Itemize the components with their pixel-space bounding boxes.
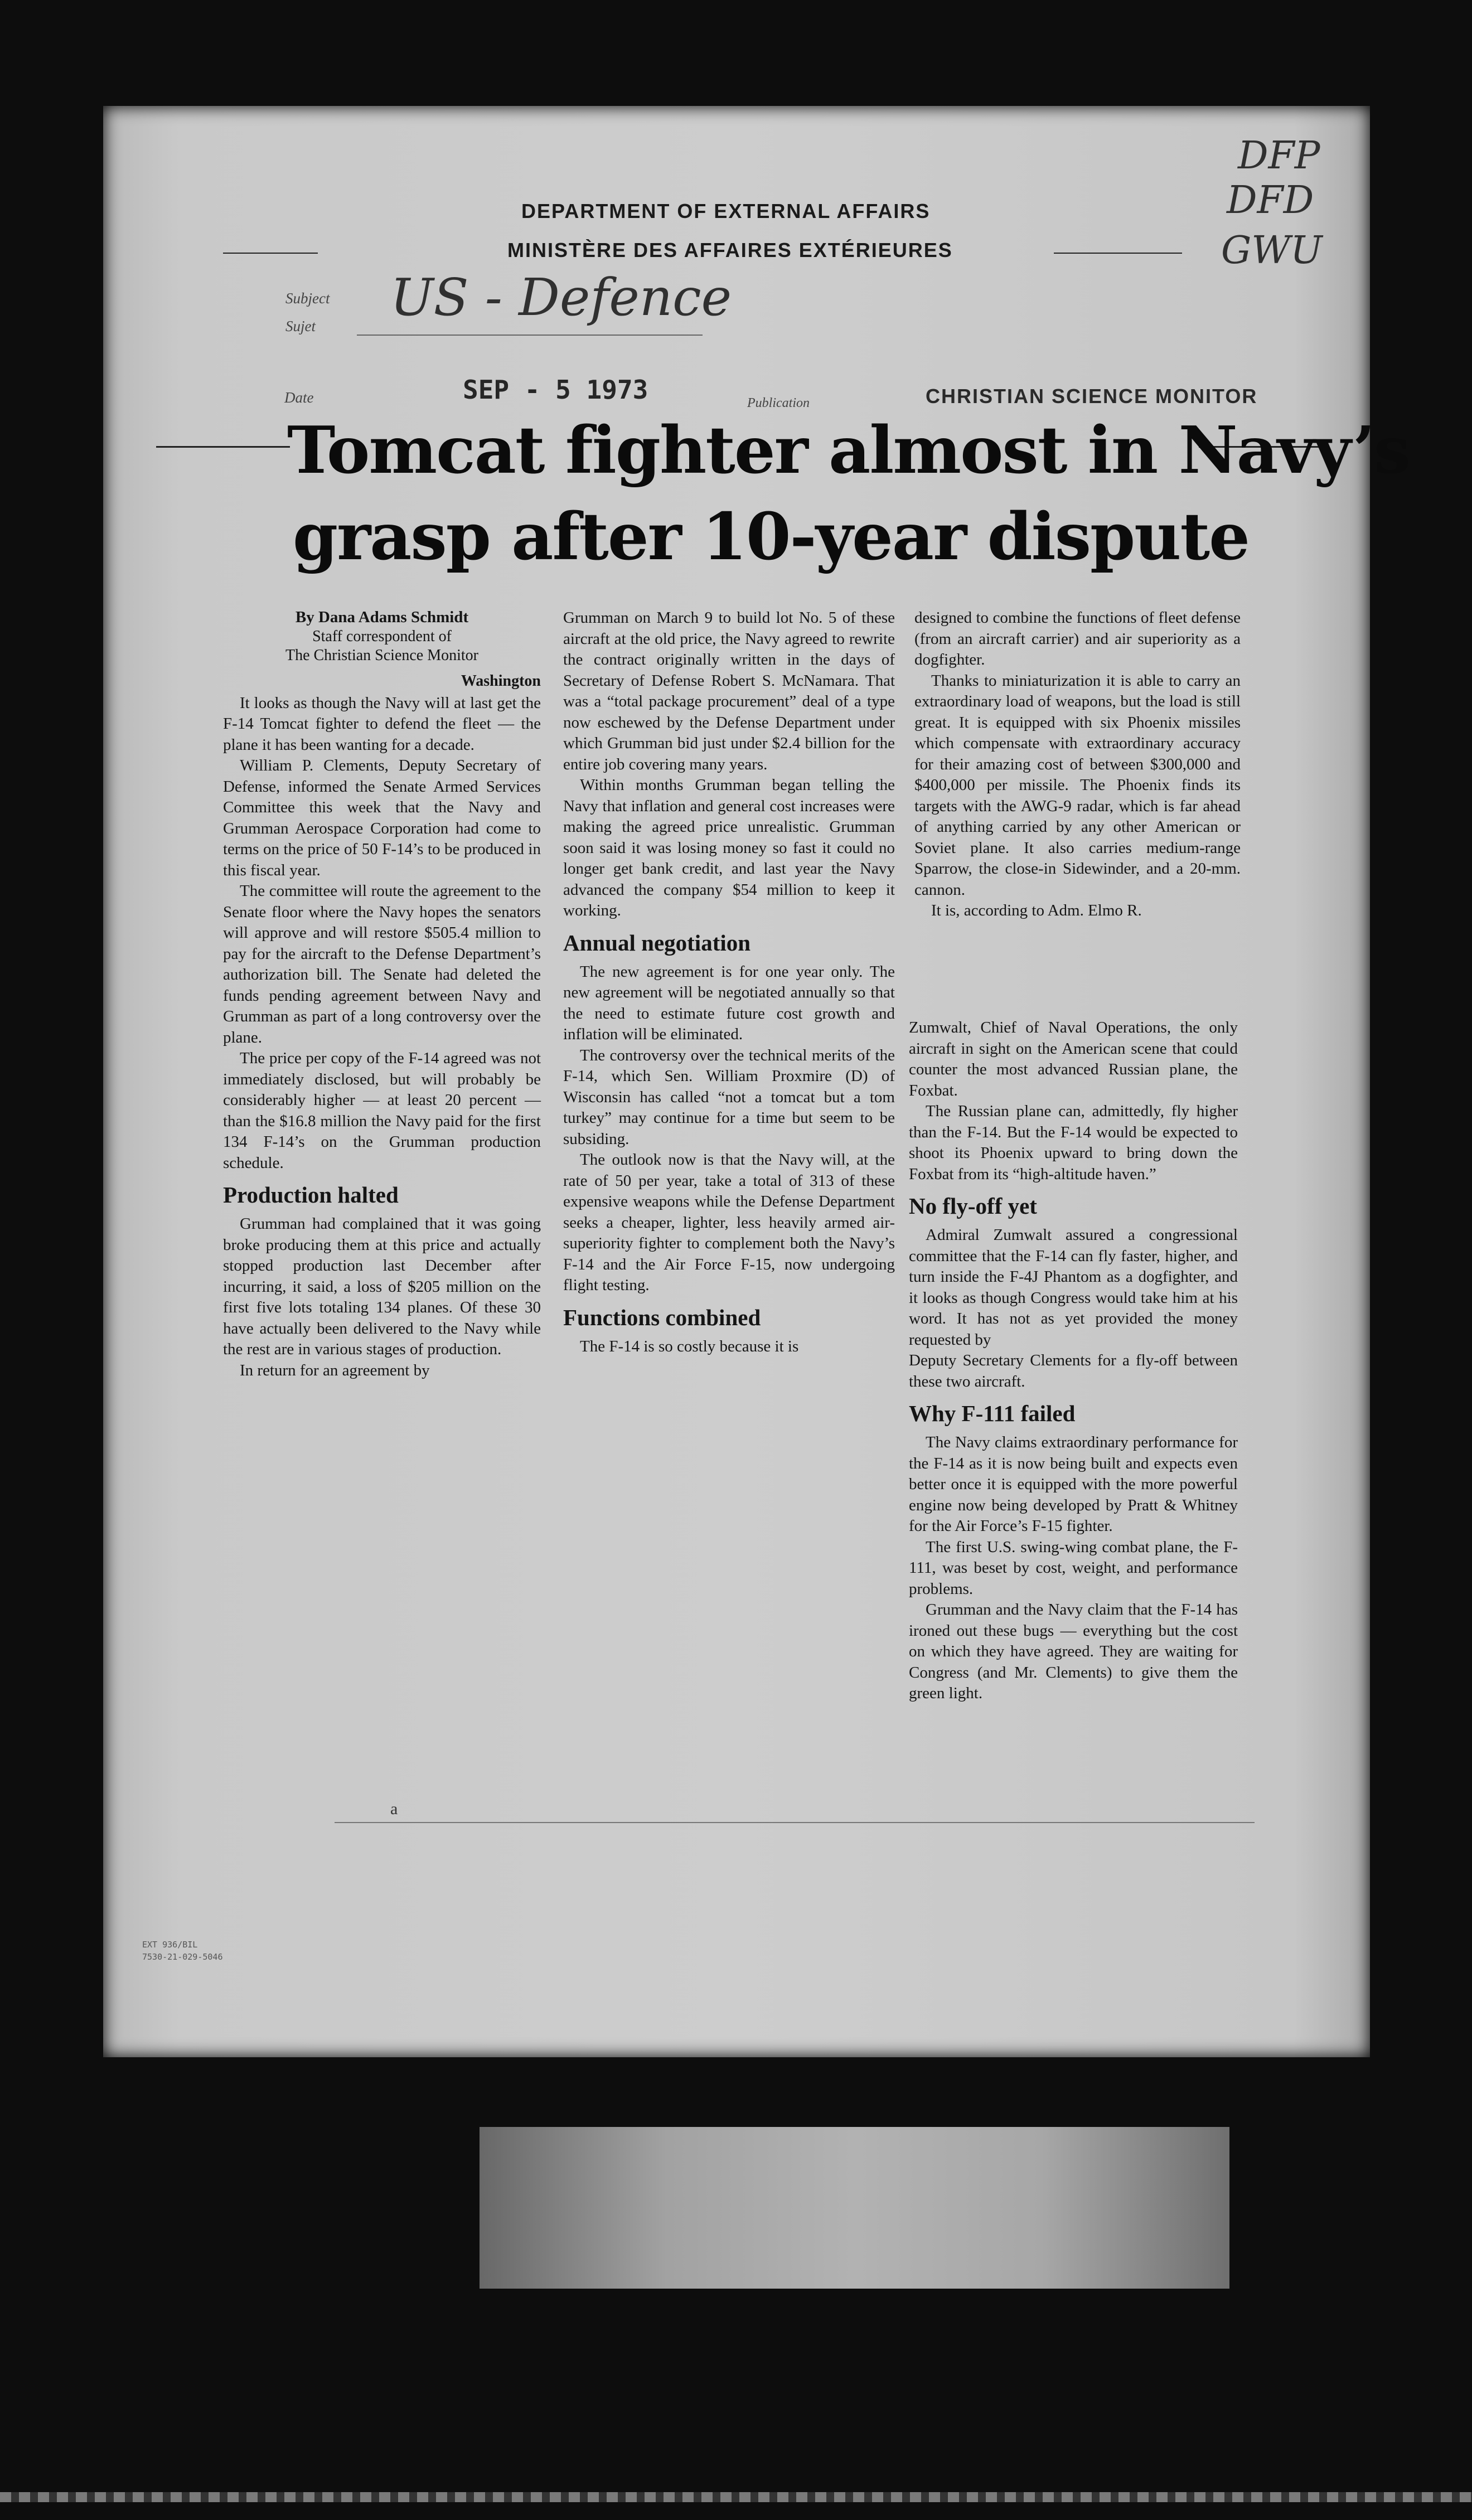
- byline-role: Staff correspondent of: [312, 628, 452, 645]
- dateline: Washington: [461, 672, 541, 690]
- attached-slip: [480, 2127, 1229, 2289]
- paragraph: The outlook now is that the Navy will, at the rate of 50 per year, take a total of 313 of these expensive weapons while the Defense Department seeks a cheaper, lighter, less heavily armed air-superiority fighter to complement both the Navy’s F-14 and the Air Force F-15, now undergoing flight testing.: [563, 1151, 895, 1294]
- routing-mark-1: DFP: [1238, 134, 1320, 178]
- paragraph: It looks as though the Navy will at last get the F-14 Tomcat fighter to defend the fleet — the plane it has been wanting for a decade.: [223, 694, 541, 754]
- paragraph: Thanks to miniaturization it is able to carry an extraordinary load of weapons, but the load is still great. It is equipped with six Phoenix missiles which compensate with extraordinary accuracy for their amazing cost of between $300,000 and $400,000 per missile. The Phoenix finds its targets with the AWG-9 radar, which is far ahead of anything carried by any other American or Soviet plane. It also carries medium-range Sparrow, the close-in Sidewinder, and a 20-mm. cannon.: [914, 671, 1241, 899]
- byline: [223, 608, 541, 665]
- article-column-3: [914, 608, 1241, 922]
- paragraph: The Navy claims extraordinary performance for the F-14 as it is now being built and expects even better once it is equipped with the more powerful engine now being developed by Pratt & Whitney for the Air Force’s F-15 fighter.: [909, 1433, 1238, 1535]
- headline-line-1: Tomcat fighter almost in Navy’s: [287, 413, 1410, 488]
- paragraph: The F-14 is so costly because it is: [580, 1337, 799, 1355]
- subheading: Production halted: [223, 1182, 399, 1208]
- paragraph: Grumman and the Navy claim that the F-14 has ironed out these bugs — everything but the cost on which they have agreed. They are waiting for Congress (and Mr. Clements) to give them the green light.: [909, 1601, 1238, 1702]
- subheading: Why F-111 failed: [909, 1400, 1076, 1426]
- paragraph: The first U.S. swing-wing combat plane, the F-111, was beset by cost, weight, and performance problems.: [909, 1538, 1238, 1598]
- paragraph: The committee will route the agreement to the Senate floor where the Navy hopes the senators will approve and will restore $505.4 million to pay for the aircraft to the Defense Department’s authorization bill. The Senate had deleted the funds pending agreement between Navy and Grumman as part of a long controversy over the plane.: [223, 882, 541, 1046]
- article-column-3-continued: [909, 1017, 1238, 1704]
- publication-label: Publication: [747, 396, 810, 410]
- department-name-en: DEPARTMENT OF EXTERNAL AFFAIRS: [521, 200, 931, 222]
- paragraph: It is, according to Adm. Elmo R.: [931, 902, 1142, 919]
- subheading: Annual negotiation: [563, 929, 751, 956]
- paragraph: The Russian plane can, admittedly, fly higher than the F-14. But the F-14 would be expected to shoot its Phoenix upward to bring down the Foxbat from its “high-altitude haven.”: [909, 1102, 1238, 1183]
- subject-handwritten: US - Defence: [390, 268, 732, 327]
- headline-rule-left: [156, 446, 290, 448]
- paragraph: The price per copy of the F-14 agreed was not immediately disclosed, but will probably be considerably higher — at least 20 percent — than the $16.8 million the Navy paid for the first 134 F-14’s on the Grumman production schedule.: [223, 1049, 541, 1172]
- subject-label: Subject: [285, 290, 330, 307]
- headline-line-2: grasp after 10-year dispute: [293, 499, 1249, 575]
- paragraph: In return for an agreement by: [240, 1361, 430, 1379]
- form-number-1: EXT 936/BIL: [142, 1940, 198, 1950]
- subheading: Functions combined: [563, 1304, 761, 1330]
- subheading: No fly-off yet: [909, 1193, 1037, 1219]
- paragraph: Zumwalt, Chief of Naval Operations, the only aircraft in sight on the American scene that could counter the most advanced Russian plane, the Foxbat.: [909, 1019, 1238, 1099]
- date-label: Date: [284, 389, 314, 406]
- article-column-2: [563, 608, 895, 1357]
- routing-mark-2: DFD: [1227, 178, 1314, 222]
- page-mark: a: [390, 1800, 398, 1818]
- header-rule-right: [1054, 253, 1182, 254]
- subject-underline: [357, 335, 703, 336]
- byline-author: By Dana Adams Schmidt: [295, 608, 469, 626]
- form-number-2: 7530-21-029-5046: [142, 1952, 223, 1962]
- paragraph: Deputy Secretary Clements for a fly-off between these two aircraft.: [909, 1351, 1238, 1390]
- clipping-bottom-edge: [335, 1822, 1255, 1823]
- sujet-label: Sujet: [285, 318, 316, 335]
- department-name-fr: MINISTÈRE DES AFFAIRES EXTÉRIEURES: [507, 239, 953, 261]
- header-rule-left: [223, 253, 318, 254]
- paragraph: designed to combine the functions of fleet defense (from an aircraft carrier) and air superiority as a dogfighter.: [914, 609, 1241, 668]
- byline-paper: The Christian Science Monitor: [285, 647, 479, 664]
- film-edge: [0, 2492, 1472, 2502]
- paragraph: The controversy over the technical merits of the F-14, which Sen. William Proxmire (D) of Wisconsin has called “not a tomcat but a tom turkey” may continue for a time but seem to be subsiding.: [563, 1046, 895, 1148]
- date-stamp: SEP - 5 1973: [463, 375, 648, 405]
- paragraph: The new agreement is for one year only. The new agreement will be negotiated annually so that the need to estimate future cost growth and inflation will be eliminated.: [563, 962, 895, 1043]
- routing-mark-3: GWU: [1221, 229, 1323, 273]
- article-column-1: [223, 608, 541, 1381]
- paragraph: William P. Clements, Deputy Secretary of Defense, informed the Senate Armed Services Committee this week that the Navy and Grumman Aerospace Corporation had come to terms on the price of 50 F-14’s to be produced in this fiscal year.: [223, 757, 541, 879]
- paragraph: Admiral Zumwalt assured a congressional committee that the F-14 can fly faster, higher, and turn inside the F-4J Phantom as a dogfighter, and it looks as though Congress would take him at his word. It has not as yet provided the money requested by: [909, 1226, 1238, 1349]
- paragraph: Grumman had complained that it was going broke producing them at this price and actually stopped production last December after incurring, it said, a loss of $205 million on the first five lots totaling 134 planes. Of these 30 have actually been delivered to the Navy while the rest are in various stages of production.: [223, 1215, 541, 1358]
- publication-name: CHRISTIAN SCIENCE MONITOR: [926, 385, 1258, 408]
- paragraph: Grumman on March 9 to build lot No. 5 of these aircraft at the old price, the Navy agreed to rewrite the contract originally written in the days of Secretary of Defense Robert S. McNamara. That was a “total package procurement” deal of a type now eschewed by the Defense Department under which Grumman bid just under $2.4 billion for the entire job covering many years.: [563, 609, 895, 773]
- paragraph: Within months Grumman began telling the Navy that inflation and general cost increases were making the agreed price unrealistic. Grumman soon said it was losing money so fast it could no longer get bank credit, and last year the Navy advanced the company $54 million to keep it working.: [563, 776, 895, 919]
